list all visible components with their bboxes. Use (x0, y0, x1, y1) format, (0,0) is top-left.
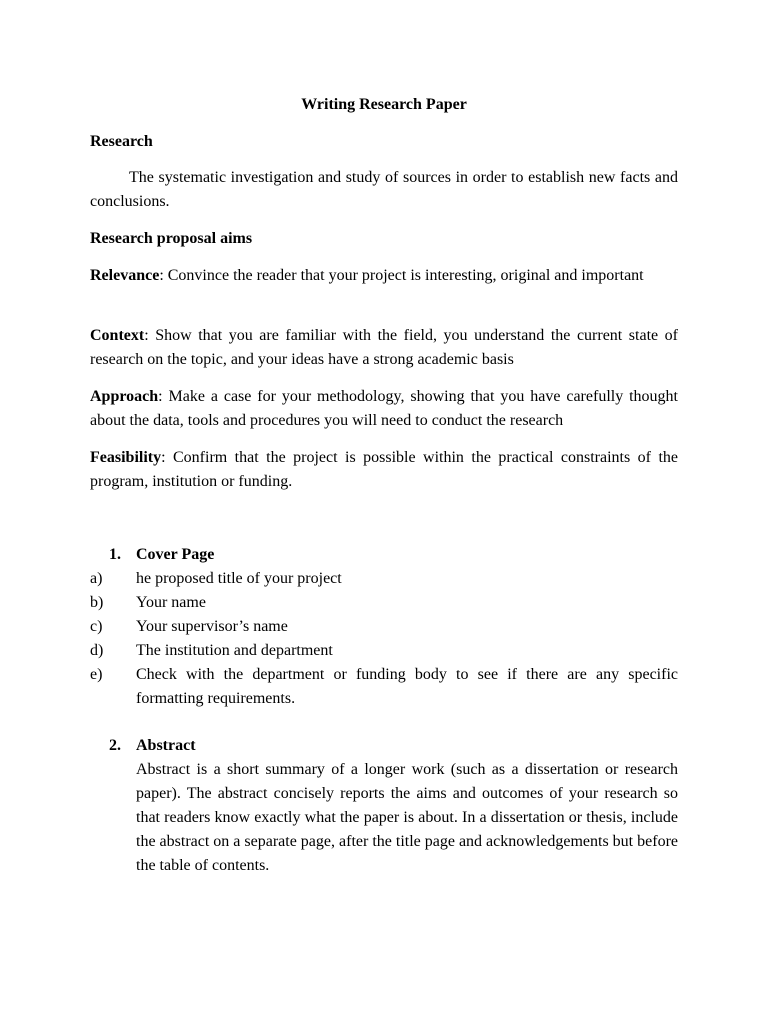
research-heading: Research (90, 133, 153, 150)
abstract-heading: Abstract (136, 737, 196, 754)
list-item (90, 615, 678, 639)
document-title: Writing Research Paper (301, 96, 467, 113)
list-item (90, 639, 678, 663)
abstract-text: Abstract is a short summary of a longer work (such as a dissertation or research paper). The abstract concisely reports the aims and outcomes of your research so that readers know exactly what the paper is about. In a dissertation or thesis, include the abstract on a separate page, after the title page and acknowledgements but before the table of contents. (136, 761, 678, 874)
list-item-marker: e) (90, 666, 103, 683)
list-item-text: Check with the department or funding body to see if there are any specific formatting requirements. (136, 666, 678, 707)
list-item-marker: c) (90, 618, 103, 635)
list-item-text: Your name (136, 594, 206, 611)
aim-feasibility-text: : Confirm that the project is possible within the practical constraints of the program, institution or funding. (90, 449, 678, 490)
aim-approach-text: : Make a case for your methodology, showing that you have carefully thought about the data, tools and procedures you will need to conduct the research (90, 388, 678, 429)
aim-feasibility (90, 446, 678, 494)
aim-relevance (90, 264, 678, 288)
abstract-number: 2. (109, 737, 121, 754)
list-item-text: The institution and department (136, 642, 333, 659)
aim-approach (90, 385, 678, 433)
list-item (90, 567, 678, 591)
aim-feasibility-term: Feasibility (90, 449, 162, 466)
list-item-marker: d) (90, 642, 104, 659)
aims-heading: Research proposal aims (90, 230, 253, 247)
aim-context-term: Context (90, 327, 145, 344)
aim-relevance-term: Relevance (90, 267, 160, 284)
list-item-marker: a) (90, 570, 103, 587)
list-item-marker: b) (90, 594, 104, 611)
list-item (90, 591, 678, 615)
aim-relevance-text: : Convince the reader that your project is interesting, original and important (159, 267, 644, 284)
list-item (90, 663, 678, 711)
research-definition: The systematic investigation and study of sources in order to establish new facts and conclusions. (90, 169, 678, 210)
cover-page-heading: Cover Page (136, 546, 215, 563)
aim-context (90, 324, 678, 372)
list-item-text: he proposed title of your project (136, 570, 342, 587)
list-item-text: Your supervisor’s name (136, 618, 288, 635)
aim-approach-term: Approach (90, 388, 159, 405)
aim-context-text: : Show that you are familiar with the field, you understand the current state of research on the topic, and your ideas have a strong academic basis (90, 327, 678, 368)
cover-page-number: 1. (109, 546, 121, 563)
